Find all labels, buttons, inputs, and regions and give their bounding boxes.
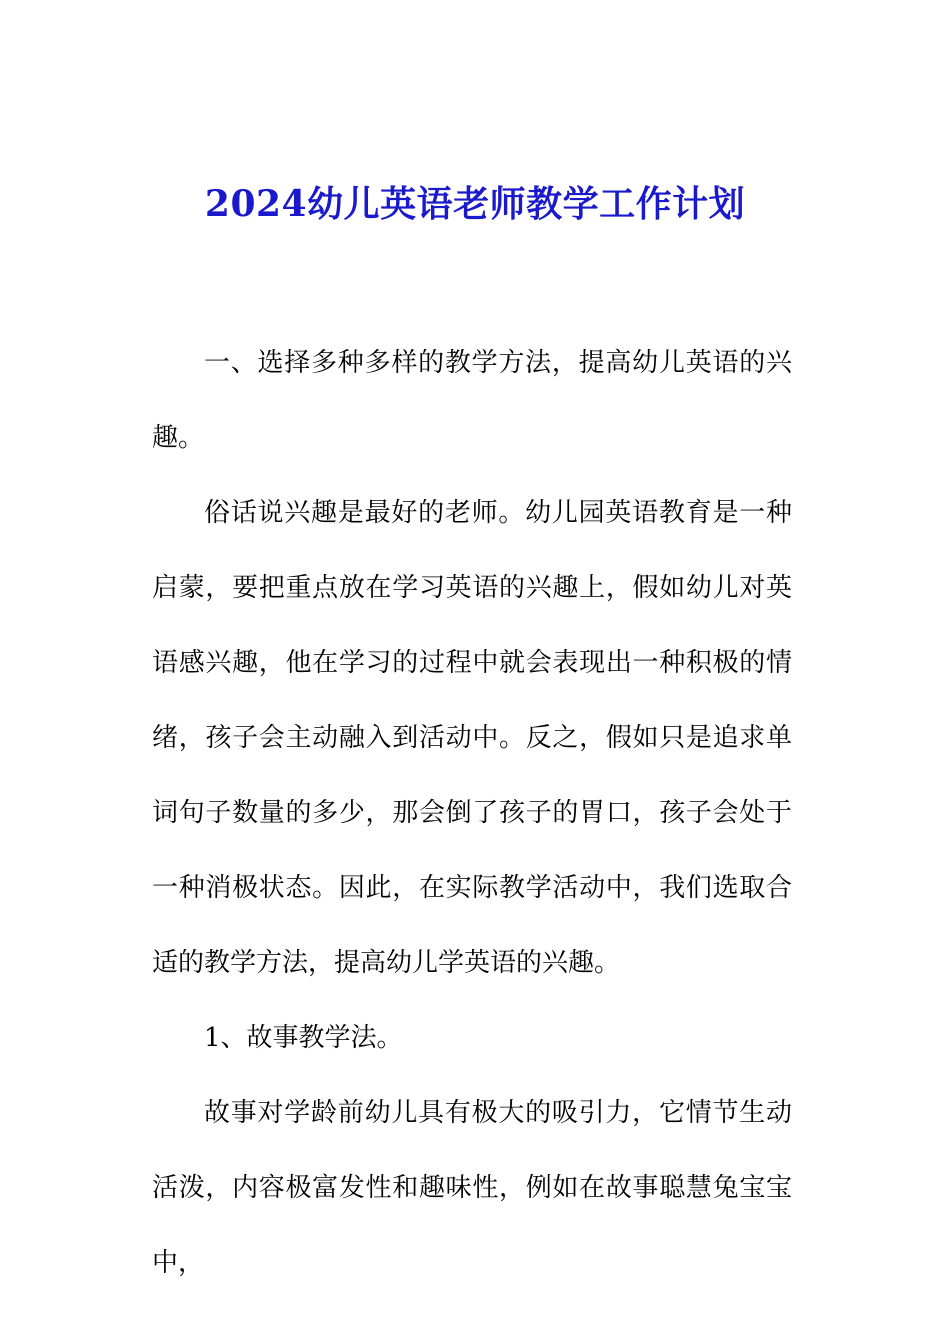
document-body — [152, 326, 792, 1301]
document-title: 2024幼儿英语老师教学工作计划 — [204, 183, 746, 225]
body-paragraph-1: 俗话说兴趣是最好的老师。幼儿园英语教育是一种启蒙，要把重点放在学习英语的兴趣上，假如幼儿对英语感兴趣，他在学习的过程中就会表现出一种积极的情绪，孩子会主动融入到活动中。反之，假如只是追求单词句子数量的多少，那会倒了孩子的胃口，孩子会处于一种消极状态。因此，在实际教学活动中，我们选取合适的教学方法，提高幼儿学英语的兴趣。 — [152, 498, 792, 978]
subsection-heading-1: 1、故事教学法。 — [204, 1023, 403, 1053]
body-paragraph-2: 故事对学龄前幼儿具有极大的吸引力，它情节生动活泼，内容极富发性和趣味性，例如在故事聪慧兔宝宝中， — [152, 1098, 792, 1278]
section-heading-1: 一、选择多种多样的教学方法，提高幼儿英语的兴趣。 — [152, 348, 792, 453]
